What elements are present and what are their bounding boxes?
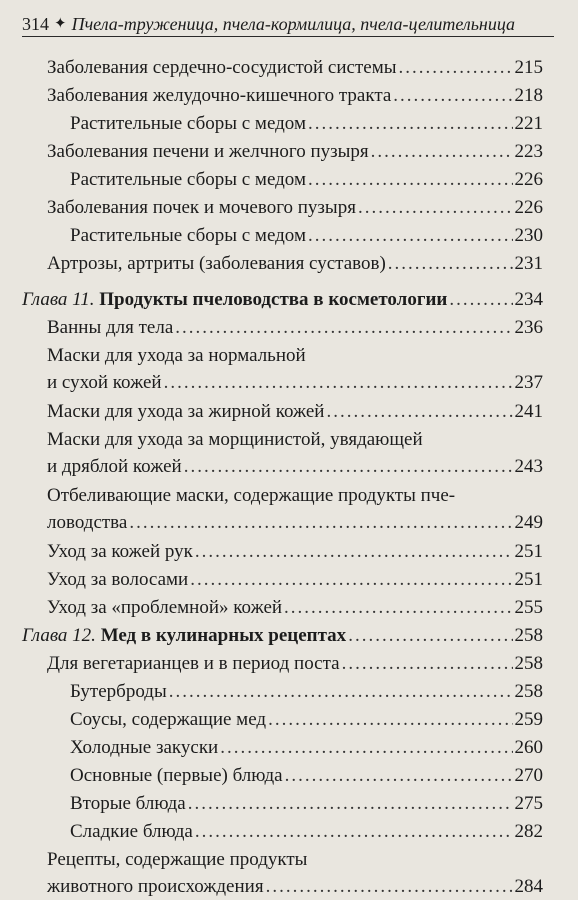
toc-entry (47, 846, 543, 900)
dot-leader (342, 650, 513, 677)
toc-page-number: 218 (514, 85, 543, 106)
toc-line (47, 54, 543, 81)
toc-entry (47, 426, 543, 480)
dot-leader (348, 622, 512, 649)
toc-line (22, 286, 543, 313)
toc-page-number: 251 (514, 541, 543, 562)
toc-entry-title: Рецепты, содержащие продукты (47, 849, 308, 870)
toc-line (47, 566, 543, 593)
dot-leader (195, 538, 513, 565)
toc-entry (70, 166, 543, 193)
toc-entry-title: Артрозы, артриты (заболевания суставов) (47, 253, 386, 274)
toc-entry-title: Продукты пчеловодства в косметологии (99, 289, 448, 310)
toc-line (47, 873, 543, 900)
toc-entry-title: Маски для ухода за жирной кожей (47, 401, 325, 422)
toc-line (70, 818, 543, 845)
toc-page-number: 243 (514, 456, 543, 477)
dot-leader (190, 566, 512, 593)
dot-leader (308, 166, 513, 193)
toc-page-number: 234 (514, 289, 543, 310)
dot-leader (393, 82, 512, 109)
chapter-label: Глава 12. (22, 625, 101, 646)
toc-entry-title: Маски для ухода за морщинистой, увядающей (47, 429, 423, 450)
toc-entry (47, 138, 543, 165)
toc-line (47, 538, 543, 565)
dot-leader (449, 286, 512, 313)
dot-leader (285, 762, 513, 789)
toc-entry (47, 314, 543, 341)
toc-page-number: 251 (514, 569, 543, 590)
toc-page-number: 258 (514, 653, 543, 674)
toc-line (70, 706, 543, 733)
toc-entry-title: и сухой кожей (47, 372, 162, 393)
toc-page-number: 258 (514, 625, 543, 646)
toc-entry (47, 82, 543, 109)
toc-entry (47, 194, 543, 221)
toc-entry-title: Сладкие блюда (70, 821, 193, 842)
toc-entry-title: Маски для ухода за нормальной (47, 345, 306, 366)
dot-leader (169, 678, 513, 705)
toc-entry (47, 342, 543, 396)
toc-line (47, 594, 543, 621)
toc-entry-title: Уход за «проблемной» кожей (47, 597, 283, 618)
toc-entry (47, 54, 543, 81)
toc-entry (47, 594, 543, 621)
toc-line (47, 482, 543, 509)
toc-line (47, 314, 543, 341)
toc-page-number: 226 (514, 197, 543, 218)
toc-entry-title: Растительные сборы с медом (70, 225, 306, 246)
toc-page-number: 284 (514, 876, 543, 897)
toc-line (47, 453, 543, 480)
toc-chapter (22, 622, 543, 649)
toc-entry (70, 734, 543, 761)
toc-page-number: 260 (514, 737, 543, 758)
toc-line (47, 138, 543, 165)
running-title: Пчела-труженица, пчела-кормилица, пчела-целительница (71, 14, 516, 34)
toc-entry-title: ловодства (47, 512, 128, 533)
toc-page-number: 241 (514, 401, 543, 422)
toc-page-number: 236 (514, 317, 543, 338)
toc-line (70, 166, 543, 193)
dot-leader (388, 250, 513, 277)
toc-page-number: 255 (514, 597, 543, 618)
toc-entry-title: Основные (первые) блюда (70, 765, 283, 786)
toc-line (47, 650, 543, 677)
toc-entry-title: Растительные сборы с медом (70, 169, 306, 190)
toc-entry (70, 818, 543, 845)
toc-page-number: 270 (514, 765, 543, 786)
toc-entry (70, 790, 543, 817)
dot-leader (398, 54, 512, 81)
four-point-star-icon: ✦ (54, 16, 67, 32)
toc-line (47, 250, 543, 277)
toc-line (47, 342, 543, 369)
toc-entry (47, 482, 543, 536)
toc-entry (47, 250, 543, 277)
toc-entry-title: Отбеливающие маски, содержащие продукты пче- (47, 485, 456, 506)
dot-leader (358, 194, 513, 221)
toc-page-number: 249 (514, 512, 543, 533)
dot-leader (268, 706, 512, 733)
dot-leader (195, 818, 513, 845)
toc-line (47, 426, 543, 453)
toc-page-number: 259 (514, 709, 543, 730)
toc-line (47, 369, 543, 396)
toc-line (70, 790, 543, 817)
toc-entry-title: Ванны для тела (47, 317, 174, 338)
toc-entry-title: Мед в кулинарных рецептах (100, 625, 347, 646)
dot-leader (371, 138, 513, 165)
toc-line (70, 734, 543, 761)
toc-entry-title: Заболевания почек и мочевого пузыря (47, 197, 356, 218)
toc-entry-title: Уход за волосами (47, 569, 189, 590)
toc-entry (70, 110, 543, 137)
toc-entry-title: Бутерброды (70, 681, 167, 702)
toc-entry-title: и дряблой кожей (47, 456, 182, 477)
dot-leader (129, 509, 512, 536)
toc-entry (70, 222, 543, 249)
chapter-label: Глава 11. (22, 289, 100, 310)
toc-page-number: 215 (514, 57, 543, 78)
toc-entry-title: Вторые блюда (70, 793, 186, 814)
dot-leader (188, 790, 513, 817)
dot-leader (164, 369, 513, 396)
toc-page-number: 237 (514, 372, 543, 393)
toc-page-number: 275 (514, 793, 543, 814)
toc-line (47, 509, 543, 536)
toc-line (47, 194, 543, 221)
toc-entry (47, 398, 543, 425)
toc-entry-title: Заболевания печени и желчного пузыря (47, 141, 369, 162)
toc-line (70, 222, 543, 249)
toc-entry (70, 678, 543, 705)
toc-page-number: 231 (514, 253, 543, 274)
toc-entry (47, 650, 543, 677)
dot-leader (308, 110, 513, 137)
toc-page-number: 223 (514, 141, 543, 162)
toc-entry (47, 566, 543, 593)
toc-entry-title: Для вегетарианцев и в период поста (47, 653, 340, 674)
dot-leader (308, 222, 513, 249)
toc-entry-title: Заболевания желудочно-кишечного тракта (47, 85, 392, 106)
toc-entry (70, 706, 543, 733)
toc-entry-title: Холодные закуски (70, 737, 219, 758)
toc-line (70, 110, 543, 137)
toc-entry-title: Уход за кожей рук (47, 541, 193, 562)
toc-entry-title: Заболевания сердечно-сосудистой системы (47, 57, 397, 78)
toc-entry (70, 762, 543, 789)
toc-page-number: 230 (514, 225, 543, 246)
dot-leader (266, 873, 513, 900)
toc-entry-title: Соусы, содержащие мед (70, 709, 267, 730)
dot-leader (184, 453, 513, 480)
toc-line (70, 762, 543, 789)
toc-page-number: 282 (514, 821, 543, 842)
toc-line (22, 622, 543, 649)
page-number: 314 (22, 14, 49, 34)
dot-leader (326, 398, 512, 425)
toc-chapter (22, 286, 543, 313)
dot-leader (175, 314, 512, 341)
toc-entry-title: животного происхождения (47, 876, 264, 897)
toc-page-number: 221 (514, 113, 543, 134)
running-header (22, 6, 554, 37)
dot-leader (220, 734, 512, 761)
toc-line (47, 82, 543, 109)
toc-page-number: 226 (514, 169, 543, 190)
toc-line (47, 846, 543, 873)
toc-entry (47, 538, 543, 565)
toc-page-number: 258 (514, 681, 543, 702)
toc-entry-title: Растительные сборы с медом (70, 113, 306, 134)
dot-leader (284, 594, 512, 621)
toc-line (47, 398, 543, 425)
toc-line (70, 678, 543, 705)
